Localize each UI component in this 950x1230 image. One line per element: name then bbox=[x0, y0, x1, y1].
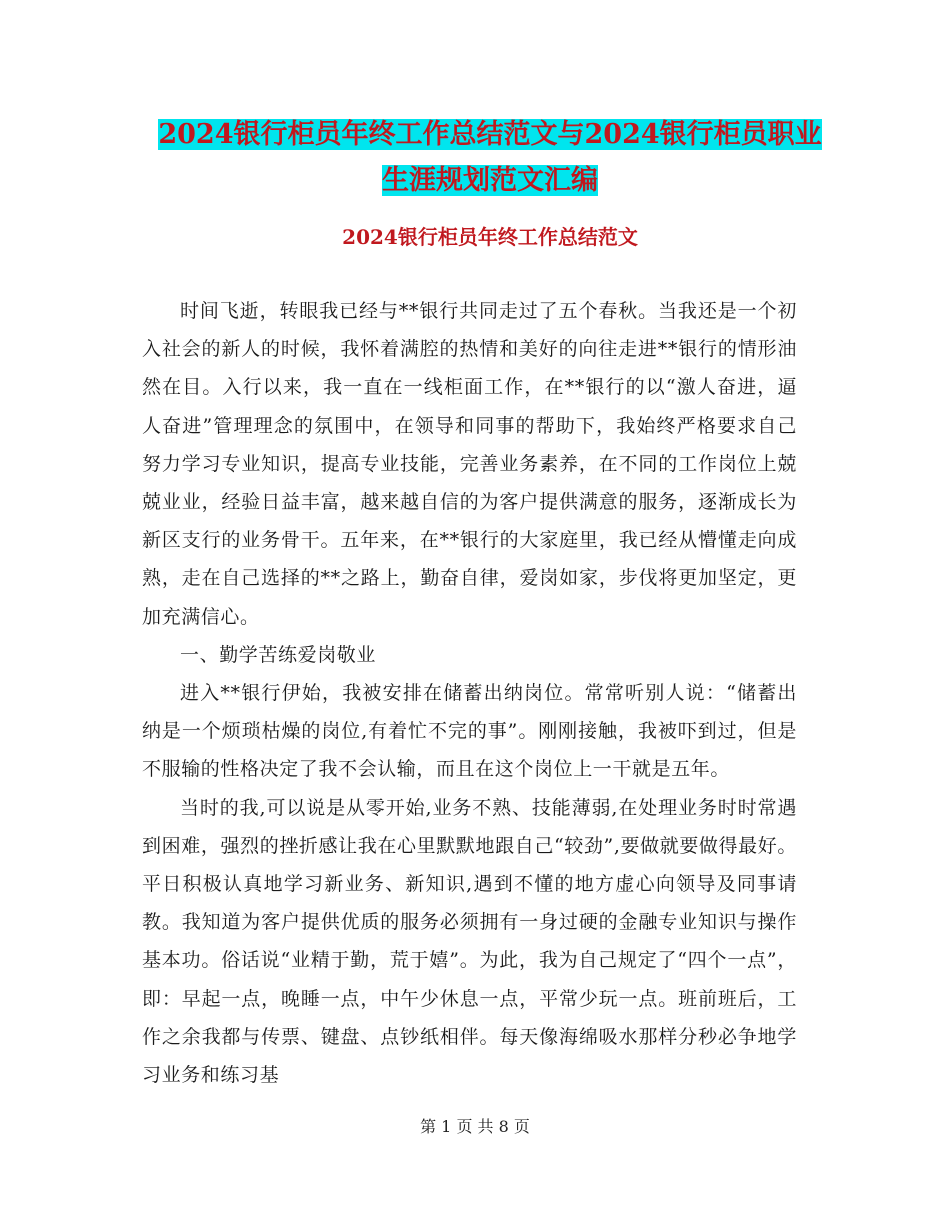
paragraph-2: 进入**银行伊始，我被安排在储蓄出纳岗位。常常听别人说：“储蓄出纳是一个烦琐枯燥的岗位,有着忙不完的事”。刚刚接触，我被吓到过，但是不服输的性格决定了我不会认输，而且在这个岗位上一干就是五年。 bbox=[142, 682, 797, 781]
document-title-line1: 2024银行柜员年终工作总结范文与2024银行柜员职业 bbox=[158, 119, 822, 150]
paragraph-3: 当时的我,可以说是从零开始,业务不熟、技能薄弱,在处理业务时时常遇到困难，强烈的挫折感让我在心里默默地跟自己“较劲”,要做就要做得最好。平日积极认真地学习新业务、新知识,遇到不懂的地方虚心向领导及同事请教。我知道为客户提供优质的服务必须拥有一身过硬的金融专业知识与操作基本功。俗话说“业精于勤，荒于嬉”。为此，我为自己规定了“四个一点”，即：早起一点，晚睡一点，中午少休息一点，平常少玩一点。班前班后，工作之余我都与传票、键盘、点钞纸相伴。每天像海绵吸水那样分秒必争地学习业务和练习基 bbox=[142, 796, 797, 1087]
page-number-footer: 第 1 页 共 8 页 bbox=[420, 1117, 530, 1136]
section-heading-1: 一、勤学苦练爱岗敬业 bbox=[180, 643, 377, 666]
document-title bbox=[140, 112, 840, 204]
document-title-line2: 生涯规划范文汇编 bbox=[382, 165, 598, 196]
paragraph-intro: 时间飞逝，转眼我已经与**银行共同走过了五个春秋。当我还是一个初入社会的新人的时候，我怀着满腔的热情和美好的向往走进**银行的情形油然在目。入行以来，我一直在一线柜面工作，在**银行的以“激人奋进，逼人奋进”管理理念的氛围中，在领导和同事的帮助下，我始终严格要求自己努力学习专业知识，提高专业技能，完善业务素养，在不同的工作岗位上兢兢业业，经验日益丰富，越来越自信的为客户提供满意的服务，逐渐成长为新区支行的业务骨干。五年来，在**银行的大家庭里，我已经从懵懂走向成熟，走在自己选择的**之路上，勤奋自律，爱岗如家，步伐将更加坚定，更加充满信心。 bbox=[142, 300, 797, 628]
section-title: 2024银行柜员年终工作总结范文 bbox=[342, 225, 638, 249]
document-body bbox=[142, 292, 797, 1094]
